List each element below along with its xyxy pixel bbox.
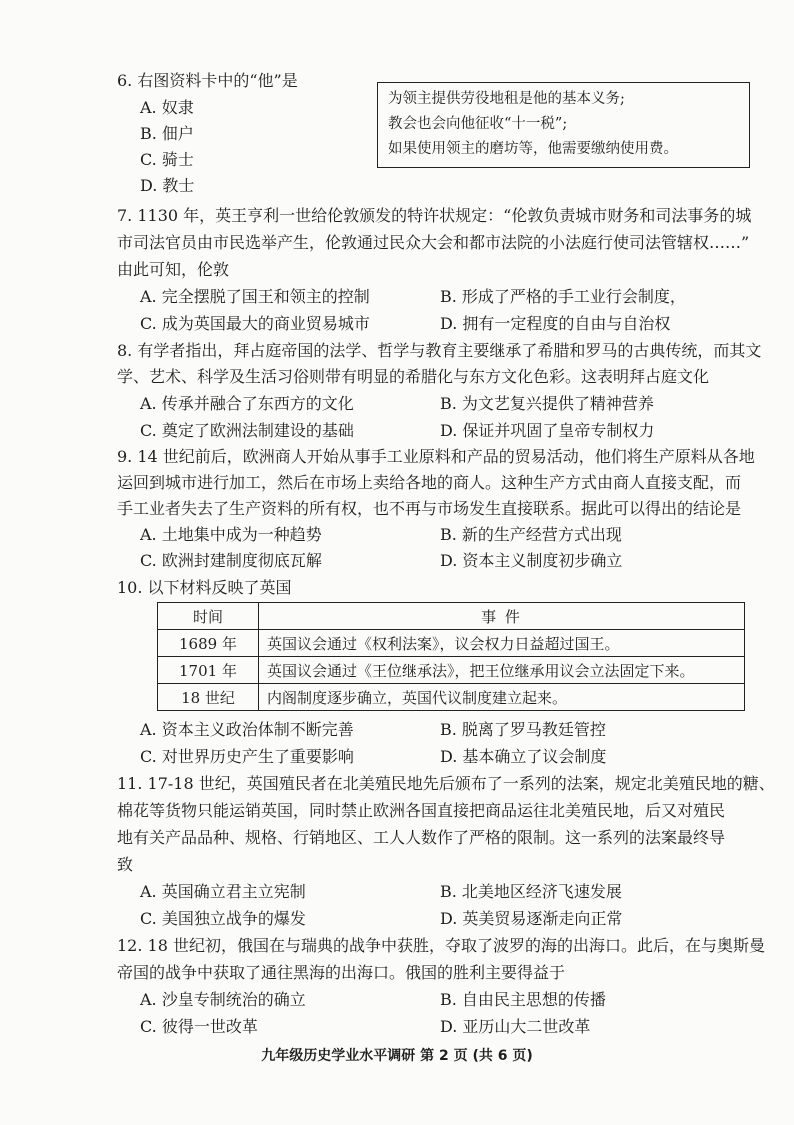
q12-option-c: C. 彼得一世改革 bbox=[140, 1017, 258, 1036]
q11-option-d: D. 英美贸易逐渐走向正常 bbox=[440, 909, 623, 928]
q10-option-d: D. 基本确立了议会制度 bbox=[440, 747, 607, 766]
q9-option-b: B. 新的生产经营方式出现 bbox=[440, 525, 622, 544]
q8-option-c: C. 奠定了欧洲法制建设的基础 bbox=[140, 421, 354, 440]
q7-option-b: B. 形成了严格的手工业行会制度， bbox=[440, 287, 686, 306]
q6-option-c: C. 骑士 bbox=[140, 150, 194, 169]
q10-option-b: B. 脱离了罗马教廷管控 bbox=[440, 720, 606, 739]
table-header-time: 时间 bbox=[158, 603, 259, 630]
q11-option-b: B. 北美地区经济飞速发展 bbox=[440, 882, 622, 901]
q11-line-4: 致 bbox=[117, 855, 134, 874]
table-cell-event: 英国议会通过《王位继承法》，把王位继承用议会立法固定下来。 bbox=[259, 657, 745, 684]
table-cell-event: 内阁制度逐步确立，英国代议制度建立起来。 bbox=[259, 684, 745, 711]
q10-stem: 10. 以下材料反映了英国 bbox=[117, 578, 292, 597]
q6-stem: 6. 右图资料卡中的“他”是 bbox=[117, 71, 298, 90]
table-header-event: 事 件 bbox=[259, 603, 745, 630]
q11-option-c: C. 美国独立战争的爆发 bbox=[140, 909, 306, 928]
q8-option-b: B. 为文艺复兴提供了精神营养 bbox=[440, 394, 654, 413]
q7-option-a: A. 完全摆脱了国王和领主的控制 bbox=[140, 287, 370, 306]
q12-option-b: B. 自由民主思想的传播 bbox=[440, 990, 606, 1009]
q7-option-d: D. 拥有一定程度的自由与自治权 bbox=[440, 314, 671, 333]
table-cell-event: 英国议会通过《权利法案》，议会权力日益超过国王。 bbox=[259, 630, 745, 657]
q8-option-a: A. 传承并融合了东西方的文化 bbox=[140, 394, 354, 413]
q9-option-a: A. 土地集中成为一种趋势 bbox=[140, 525, 322, 544]
q7-line-3: 由此可知，伦敦 bbox=[117, 260, 230, 279]
table-row bbox=[158, 657, 745, 684]
q10-option-a: A. 资本主义政治体制不断完善 bbox=[140, 720, 354, 739]
table-cell-time: 1689 年 bbox=[158, 630, 259, 657]
q12-line-2: 帝国的战争中获取了通往黑海的出海口。俄国的胜利主要得益于 bbox=[117, 963, 566, 982]
q8-line-1: 8. 有学者指出，拜占庭帝国的法学、哲学与教育主要继承了希腊和罗马的古典传统，而其文 bbox=[117, 341, 762, 360]
q6-option-b: B. 佃户 bbox=[140, 124, 194, 143]
table-cell-time: 18 世纪 bbox=[158, 684, 259, 711]
q11-line-3: 地有关产品品种、规格、行销地区、工人人数作了严格的限制。这一系列的法案最终导 bbox=[117, 828, 726, 847]
q6-option-d: D. 教士 bbox=[140, 176, 195, 195]
q9-line-1: 9. 14 世纪前后，欧洲商人开始从事手工业原料和产品的贸易活动，他们将生产原料从各地 bbox=[117, 447, 755, 466]
q11-option-a: A. 英国确立君主立宪制 bbox=[140, 882, 306, 901]
q7-line-2: 市司法官员由市民选举产生，伦敦通过民众大会和都市法院的小法庭行使司法管辖权……” bbox=[117, 233, 750, 252]
q11-line-2: 棉花等货物只能运销英国，同时禁止欧洲各国直接把商品运往北美殖民地，后又对殖民 bbox=[117, 801, 726, 820]
q6-card-line-3: 如果使用领主的磨坊等，他需要缴纳使用费。 bbox=[388, 141, 678, 157]
table-row bbox=[158, 630, 745, 657]
q10-events-table bbox=[157, 602, 745, 711]
q11-line-1: 11. 17-18 世纪，英国殖民者在北美殖民地先后颁布了一系列的法案，规定北美殖民地的糖、 bbox=[117, 774, 775, 793]
q8-option-d: D. 保证并巩固了皇帝专制权力 bbox=[440, 421, 655, 440]
q7-line-1: 7. 1130 年，英王亨利一世给伦敦颁发的特许状规定：“伦敦负责城市财务和司法事务的城 bbox=[117, 206, 752, 225]
q8-line-2: 学、艺术、科学及生活习俗则带有明显的希腊化与东方文化色彩。这表明拜占庭文化 bbox=[117, 367, 710, 386]
table-row bbox=[158, 684, 745, 711]
q6-card-line-1: 为领主提供劳役地租是他的基本义务; bbox=[388, 91, 625, 107]
q6-card-line-2: 教会也会向他征收“十一税”; bbox=[388, 116, 568, 132]
q9-line-3: 手工业者失去了生产资料的所有权，也不再与市场发生直接联系。据此可以得出的结论是 bbox=[117, 499, 742, 518]
q9-option-c: C. 欧洲封建制度彻底瓦解 bbox=[140, 551, 322, 570]
q6-info-card bbox=[377, 82, 750, 168]
page-footer: 九年级历史学业水平调研 第 2 页 (共 6 页) bbox=[261, 1048, 533, 1064]
table-header-row bbox=[158, 603, 745, 630]
q9-line-2: 运回到城市进行加工，然后在市场上卖给各地的商人。这种生产方式由商人直接支配，而 bbox=[117, 473, 742, 492]
q9-option-d: D. 资本主义制度初步确立 bbox=[440, 551, 623, 570]
q10-option-c: C. 对世界历史产生了重要影响 bbox=[140, 747, 354, 766]
q12-option-a: A. 沙皇专制统治的确立 bbox=[140, 990, 306, 1009]
q6-option-a: A. 奴隶 bbox=[140, 98, 194, 117]
q12-option-d: D. 亚历山大二世改革 bbox=[440, 1017, 591, 1036]
table-cell-time: 1701 年 bbox=[158, 657, 259, 684]
q12-line-1: 12. 18 世纪初，俄国在与瑞典的战争中获胜，夺取了波罗的海的出海口。此后，在与奥斯曼 bbox=[117, 936, 765, 955]
q7-option-c: C. 成为英国最大的商业贸易城市 bbox=[140, 314, 370, 333]
